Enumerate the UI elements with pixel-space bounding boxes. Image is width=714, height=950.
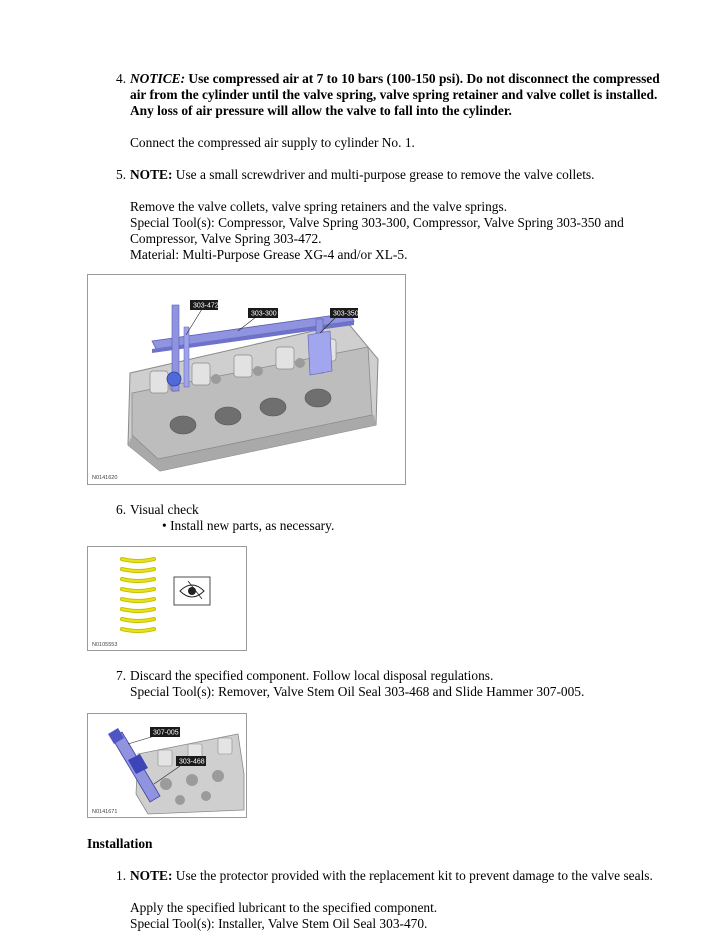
step-5-number: 5. — [116, 167, 127, 182]
step-6-bullet — [162, 518, 334, 534]
step-4-number: 4. — [116, 71, 127, 86]
install-note-text: Use the protector provided with the replacement kit to prevent damage to the valve seals. — [175, 868, 653, 883]
callout-303-468: 303-468 — [179, 758, 205, 766]
step-7-line-1: Discard the specified component. Follow local disposal regulations. — [130, 668, 494, 683]
step-7-line-2: Special Tool(s): Remover, Valve Stem Oil Seal 303-468 and Slide Hammer 307-005. — [130, 684, 585, 699]
notice-label: NOTICE: — [130, 71, 186, 86]
step-5-line-3: Compressor, Valve Spring 303-472. — [130, 231, 322, 246]
step-7-number: 7. — [116, 668, 127, 683]
notice-text-1: Use compressed air at 7 to 10 bars (100-150 psi). Do not disconnect the compressed — [188, 71, 660, 86]
step-5-note — [130, 167, 594, 183]
step-5-line-2: Special Tool(s): Compressor, Valve Spring 303-300, Compressor, Valve Spring 303-350 and — [130, 215, 624, 230]
note-label: NOTE: — [130, 167, 173, 182]
installation-heading: Installation — [87, 836, 153, 851]
step-4-body: Connect the compressed air supply to cylinder No. 1. — [130, 135, 415, 150]
install-step-1-note — [130, 868, 653, 884]
callout-303-300: 303-300 — [251, 310, 277, 318]
callout-307-005: 307-005 — [153, 729, 179, 737]
bullet-icon: • — [162, 518, 167, 533]
figure-oil-seal-remover — [87, 713, 247, 818]
step-6-text: Visual check — [130, 502, 199, 517]
step-4-notice-line-2: air from the cylinder until the valve spring, valve spring retainer and valve collet is installed. — [130, 87, 658, 102]
figure-valve-spring-check — [87, 546, 247, 651]
figure-cylinder-head-compressors — [87, 274, 406, 485]
install-step-1-number: 1. — [116, 868, 127, 883]
step-6-bullet-text: Install new parts, as necessary. — [170, 518, 335, 533]
step-5-line-4: Material: Multi-Purpose Grease XG-4 and/or XL-5. — [130, 247, 408, 262]
figure-2-id: N0105553 — [92, 642, 118, 648]
callout-303-350: 303-350 — [333, 310, 359, 318]
step-6-number: 6. — [116, 502, 127, 517]
note-text: Use a small screwdriver and multi-purpose grease to remove the valve collets. — [175, 167, 595, 182]
step-5-line-1: Remove the valve collets, valve spring retainers and the valve springs. — [130, 199, 508, 214]
install-note-label: NOTE: — [130, 868, 173, 883]
install-step-1-line-1: Apply the specified lubricant to the specified component. — [130, 900, 438, 915]
step-4-notice-line-3: Any loss of air pressure will allow the valve to fall into the cylinder. — [130, 103, 512, 118]
step-4-notice-line-1 — [130, 71, 660, 87]
install-step-1-line-2: Special Tool(s): Installer, Valve Stem Oil Seal 303-470. — [130, 916, 428, 931]
figure-3-id: N0141671 — [92, 809, 118, 815]
figure-1-id: N0141620 — [92, 475, 118, 481]
visual-check-eye-icon — [174, 577, 210, 605]
callout-303-472: 303-472 — [193, 302, 219, 310]
